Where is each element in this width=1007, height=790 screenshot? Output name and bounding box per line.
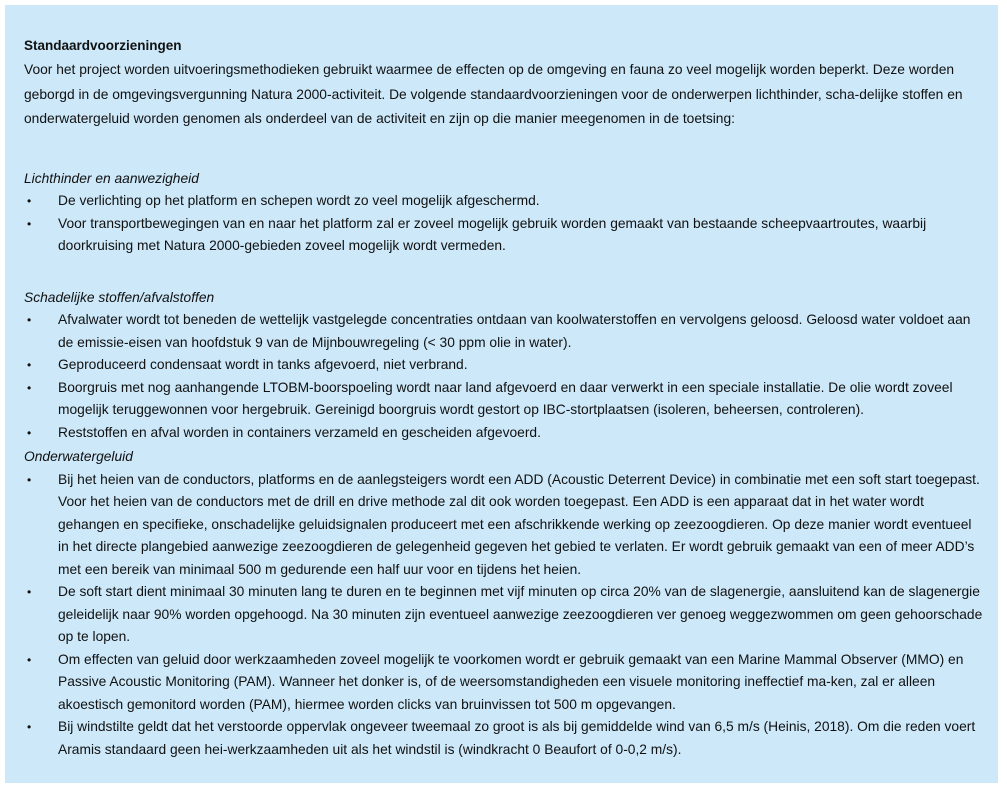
list-item-text: Afvalwater wordt tot beneden de wettelijk vastgelegde concentraties ontdaan van koolwaterstoffen en vervolgens geloosd. Geloosd water voldoet aan de emissie-eisen van hoofdstuk 9 van de Mijnbouwregeling (< 30 ppm olie in water). bbox=[58, 312, 971, 350]
bullet-icon: • bbox=[27, 425, 32, 440]
section-heading-lichthinder: Lichthinder en aanwezigheid bbox=[24, 170, 199, 186]
list-item bbox=[24, 190, 983, 213]
list-item-text: Geproduceerd condensaat wordt in tanks afgevoerd, niet verbrand. bbox=[58, 357, 468, 372]
section-heading-onderwatergeluid: Onderwatergeluid bbox=[24, 449, 133, 464]
bullet-icon: • bbox=[27, 585, 32, 599]
section-heading-schadelijke-stoffen: Schadelijke stoffen/afvalstoffen bbox=[24, 289, 215, 305]
bullet-list-onderwatergeluid bbox=[24, 469, 998, 762]
list-item bbox=[24, 377, 983, 422]
bullet-icon: • bbox=[27, 194, 32, 208]
bullet-icon: • bbox=[27, 652, 32, 667]
list-item-text: Boorgruis met nog aanhangende LTOBM-boorspoeling wordt naar land afgevoerd en daar verwerkt in een speciale installatie. De olie wordt zoveel mogelijk teruggewonnen voor hergebruik. Gereinigd boorgruis wordt gestort op IBC-stortplaatsen (isoleren, beheersen, controleren). bbox=[58, 379, 953, 417]
bullet-icon: • bbox=[27, 472, 32, 487]
bullet-icon: • bbox=[27, 216, 32, 231]
bullet-list-schadelijke-stoffen bbox=[24, 309, 998, 444]
list-item-text: Bij windstilte geldt dat het verstoorde oppervlak ongeveer tweemaal zo groot is als bij gemiddelde wind van 6,5 m/s (Heinis, 2018). Om die reden voert Aramis standaard geen hei-werkzaamheden uit als het windstil is (windkracht 0 Beaufort of 0-0,2 m/s). bbox=[58, 719, 976, 757]
list-item-text: Voor transportbewegingen van en naar het platform zal er zoveel mogelijk gebruik worden gemaakt van bestaande scheepvaartroutes, waarbij doorkruising met Natura 2000-gebieden zoveel mogelijk wordt vermeden. bbox=[58, 215, 927, 253]
bullet-icon: • bbox=[27, 313, 32, 327]
list-item bbox=[24, 716, 983, 761]
list-item bbox=[24, 649, 983, 717]
list-item bbox=[24, 581, 983, 649]
intro-paragraph: Voor het project worden uitvoeringsmethodieken gebruikt waarmee de effecten op de omgeving en fauna zo veel mogelijk worden beperkt. Deze worden geborgd in de omgevingsvergunning Natura 2000-activiteit. De volgende standaardvoorzieningen voor de onderwerpen lichthinder, scha-delijke stoffen en onderwatergeluid worden genomen als onderdeel van de activiteit en zijn op die manier meegenomen in de toetsing: bbox=[24, 62, 963, 126]
list-item bbox=[24, 422, 983, 445]
list-item-text: Om effecten van geluid door werkzaamheden zoveel mogelijk te voorkomen wordt er gebruik gemaakt van een Marine Mammal Observer (MMO) en Passive Acoustic Monitoring (PAM). Wanneer het donker is, of de weersomstandigheden een visuele monitoring ineffectief ma-ken, zal er alleen akoestisch gemonitord worden (PAM), hiermee worden clicks van bruinvissen tot 500 m opgevangen. bbox=[58, 651, 964, 712]
list-item bbox=[24, 213, 983, 258]
bullet-icon: • bbox=[27, 358, 32, 372]
bullet-list-lichthinder bbox=[24, 190, 998, 258]
bullet-icon: • bbox=[27, 720, 32, 734]
info-box bbox=[5, 5, 998, 783]
list-item bbox=[24, 309, 983, 354]
list-item-text: De soft start dient minimaal 30 minuten lang te duren en te beginnen met vijf minuten op circa 20% van de slagenergie, aansluitend kan de slagenergie geleidelijk naar 90% worden opgehoogd. Na 30 minuten zijn eventueel aanwezige zeezoogdieren ver genoeg weggezwommen om geen gehoorschade op te lopen. bbox=[58, 584, 983, 644]
bullet-icon: • bbox=[27, 380, 32, 395]
list-item bbox=[24, 354, 983, 377]
list-item-text: Bij het heien van de conductors, platforms en de aanlegsteigers wordt een ADD (Acoustic Deterrent Device) in combinatie met een soft start toegepast. Voor het heien van de conductors met de drill en drive methode zal dit ook worden toegepast. Een ADD is een apparaat dat in het water wordt gehangen en specifieke, onschadelijke geluidsignalen produceert met een afschrikkende werking op zeezoogdieren. Op deze manier wordt eventueel in het directe plangebied aanwezige zeezoogdieren de gelegenheid gegeven het gebied te verlaten. Er wordt gebruik gemaakt van een of meer ADD’s met een bereik van minimaal 500 m gedurende een half uur voor en tijdens het heien. bbox=[58, 471, 980, 577]
box-title: Standaardvoorzieningen bbox=[24, 38, 182, 53]
list-item-text: Reststoffen en afval worden in containers verzameld en gescheiden afgevoerd. bbox=[58, 424, 541, 440]
list-item bbox=[24, 469, 983, 582]
list-item-text: De verlichting op het platform en schepen wordt zo veel mogelijk afgeschermd. bbox=[58, 193, 540, 208]
